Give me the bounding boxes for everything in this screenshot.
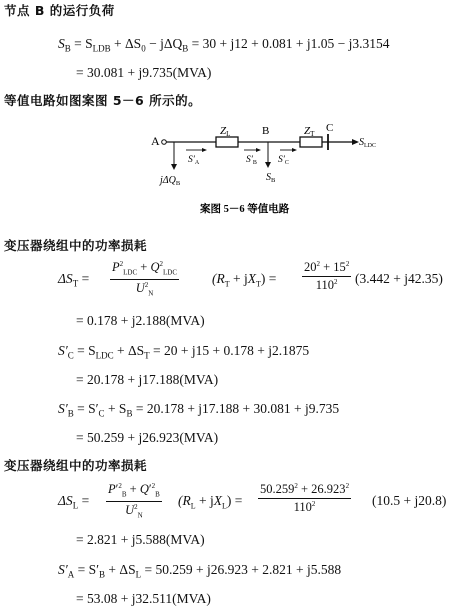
node-a-terminal xyxy=(162,140,167,145)
sb-equation-rhs: = $S_{LDB} + \Delta S_0 - j\Delta Q_B = 30 + j12 + 0.081 + j1.05 - j3.3154$ xyxy=(74,36,390,54)
zt-label: ZT xyxy=(304,125,315,138)
dsl-fraction-1: $P'^2_B + Q'^2_B$ $U^2_N$ xyxy=(108,482,160,520)
dst-result: = 0.178 + j2.188(MVA) xyxy=(76,313,205,328)
sldc-label: $S_{LDC}$ xyxy=(359,137,376,149)
dsl-result: = 2.821 + j5.588(MVA) xyxy=(76,532,205,547)
dsl-impedance: $(R_L + jX_L)$ = xyxy=(178,493,243,511)
sb-prime-label: $S'_B$ xyxy=(246,155,257,166)
dsl-lhs: $\Delta S_L$ = xyxy=(58,493,90,511)
heading-node-b-load: 节点 B 的运行负荷 xyxy=(4,3,115,18)
sb-equation-line1: $S_B = S_{LDB} + \Delta S_0 - j\Delta Q_B = 30 + j12 + 0.081 + j1.05 - j3.3154$ xyxy=(58,36,390,54)
sa-prime-equation-line1: $S'_A = S'_B + \Delta S_L = 50.259 + j26.923 + 2.821 + j5.588$ xyxy=(58,562,342,580)
dst-fraction-2: $20^2 + 15^2$ $110^2$ xyxy=(304,260,350,292)
sb-load-label: $S_B$ xyxy=(266,172,276,184)
sa-prime-label: $S'_A$ xyxy=(188,155,200,166)
dst-tail: (3.442 + j42.35) xyxy=(355,271,443,286)
heading-equivalent-circuit: 等值电路如图案图 5－6 所示的。 xyxy=(4,93,202,108)
dst-impedance: $(R_T + jX_T)$ = xyxy=(212,271,277,289)
node-b-label: B xyxy=(262,125,270,137)
zt-impedance-box xyxy=(300,137,322,147)
zl-impedance-box xyxy=(216,137,238,147)
sb-load-arrow xyxy=(265,162,271,168)
dsl-tail: (10.5 + j20.8) xyxy=(372,493,447,508)
heading-transformer-loss-2: 变压器绕组中的功率损耗 xyxy=(4,458,148,473)
sc-prime-equation-line1: $S'_C = S_{LDC} + \Delta S_T = 20 + j15 + 0.178 + j2.1875$ xyxy=(58,343,310,361)
heading-transformer-loss-1: 变压器绕组中的功率损耗 xyxy=(4,238,148,253)
jdqb-arrow xyxy=(171,164,177,170)
sc-prime-label: $S'_C$ xyxy=(278,155,289,166)
sb-prime-equation-line1: $S'_B = S'_C + S_B = 20.178 + j17.188 + 30.081 + j9.735$ xyxy=(58,401,340,419)
node-a-label: A xyxy=(151,134,160,148)
jdqb-label: jΔQ$_B$ xyxy=(160,175,181,187)
figure-caption: 案图 5－6 等值电路 xyxy=(200,204,290,215)
zl-label: ZL xyxy=(220,125,231,138)
sa-prime-equation-line2: = 53.08 + j32.511(MVA) xyxy=(76,591,211,606)
sb-prime-equation-line2: = 50.259 + j26.923(MVA) xyxy=(76,430,219,445)
dst-lhs: $\Delta S_T$ = xyxy=(58,271,90,289)
equivalent-circuit-figure xyxy=(140,120,380,220)
sldc-arrow xyxy=(352,139,359,145)
node-c-label: C xyxy=(326,122,334,134)
sb-equation-line2: = 30.081 + j9.735(MVA) xyxy=(76,65,212,80)
dsl-fraction-2: $50.259^2 + 26.923^2$ $110^2$ xyxy=(260,482,350,514)
dst-fraction-1: $P^2_{LDC} + Q^2_{LDC}$ $U^2_N$ xyxy=(112,260,177,298)
sc-prime-equation-line2: = 20.178 + j17.188(MVA) xyxy=(76,372,219,387)
